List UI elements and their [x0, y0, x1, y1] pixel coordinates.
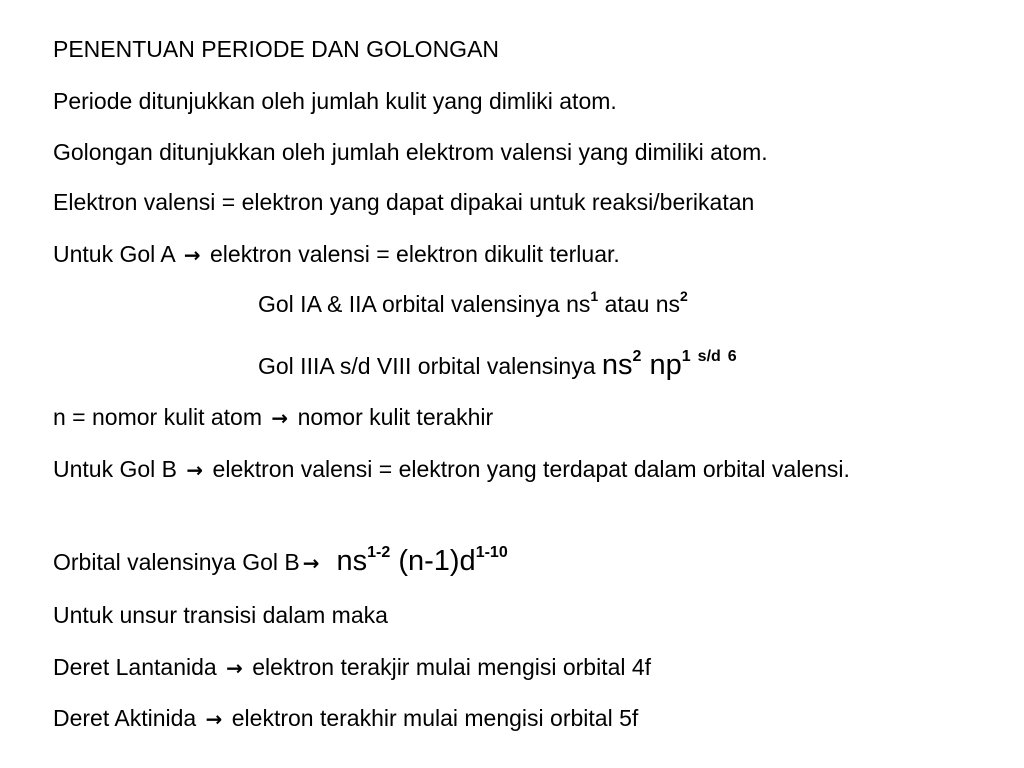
gol-a-line: [53, 239, 620, 270]
gol-ia-iia-text: Gol IA & IIA orbital valensinya ns: [258, 291, 591, 317]
arrow-right-icon: →: [302, 551, 320, 575]
golongan-line: [53, 137, 768, 167]
n-line: [53, 402, 493, 433]
orbital-gol-b-ns: ns: [336, 545, 368, 577]
aktinida-line: [53, 703, 638, 734]
gol-b-prefix: Untuk Gol B: [53, 456, 177, 482]
periode-text: Periode ditunjukkan oleh jumlah kulit yang dimliki atom.: [53, 88, 617, 114]
aktinida-suffix: elektron terakhir mulai mengisi orbital 5f: [231, 705, 639, 731]
lantanida-suffix: elektron terakjir mulai mengisi orbital 4f: [252, 654, 652, 680]
arrow-right-icon: →: [183, 243, 201, 267]
gol-ia-iia-sup-2: 2: [680, 288, 688, 304]
gol-iiia-viii-text: Gol IIIA s/d VIII orbital valensinya: [258, 353, 602, 379]
lantanida-prefix: Deret Lantanida: [53, 654, 217, 680]
gol-b-line: [53, 454, 953, 485]
transisi-text: Untuk unsur transisi dalam maka: [53, 602, 388, 628]
elektron-valensi-text: Elektron valensi = elektron yang dapat dipakai untuk reaksi/berikatan: [53, 189, 755, 215]
slide-title: [53, 34, 499, 64]
orbital-gol-b-sup-ns: 1-2: [367, 544, 391, 561]
aktinida-prefix: Deret Aktinida: [53, 705, 197, 731]
arrow-right-icon: →: [205, 707, 223, 731]
n-line-suffix: nomor kulit terakhir: [297, 404, 494, 430]
gol-ia-iia-sup-1: 1: [590, 288, 599, 304]
gol-ia-iia-line: [258, 289, 688, 319]
transisi-line: [53, 600, 388, 630]
gol-a-prefix: Untuk Gol A: [53, 241, 175, 267]
periode-line: [53, 86, 617, 116]
slide-title-text: PENENTUAN PERIODE DAN GOLONGAN: [53, 36, 500, 62]
gol-iiia-viii-ns: ns: [601, 349, 633, 381]
arrow-right-icon: →: [226, 656, 243, 680]
n-line-prefix: n = nomor kulit atom: [53, 404, 263, 430]
gol-b-suffix: elektron valensi = elektron yang terdapat dalam orbital valensi.: [212, 456, 850, 482]
lantanida-line: [53, 652, 651, 683]
orbital-gol-b-sup-nd: 1-10: [475, 544, 508, 561]
orbital-gol-b-prefix: Orbital valensinya Gol B: [53, 549, 300, 575]
arrow-right-icon: →: [186, 458, 204, 482]
gol-iiia-viii-sup-sd: s/d: [697, 348, 721, 365]
orbital-gol-b-line: [53, 546, 508, 578]
golongan-text: Golongan ditunjukkan oleh jumlah elektrom valensi yang dimiliki atom.: [53, 139, 768, 165]
gol-a-suffix: elektron valensi = elektron dikulit terluar.: [210, 241, 620, 267]
orbital-gol-b-nd: (n-1)d: [390, 545, 476, 577]
elektron-valensi-line: [53, 187, 754, 217]
gol-iiia-viii-sup-np: 1: [681, 348, 691, 365]
gol-iiia-viii-line: [258, 350, 737, 381]
gol-iiia-viii-sup-ns: 2: [632, 348, 642, 365]
gol-ia-iia-middle: atau ns: [598, 291, 681, 317]
gol-iiia-viii-np: np: [641, 349, 682, 381]
gol-iiia-viii-sup-6: 6: [727, 348, 737, 365]
arrow-right-icon: →: [271, 406, 289, 430]
